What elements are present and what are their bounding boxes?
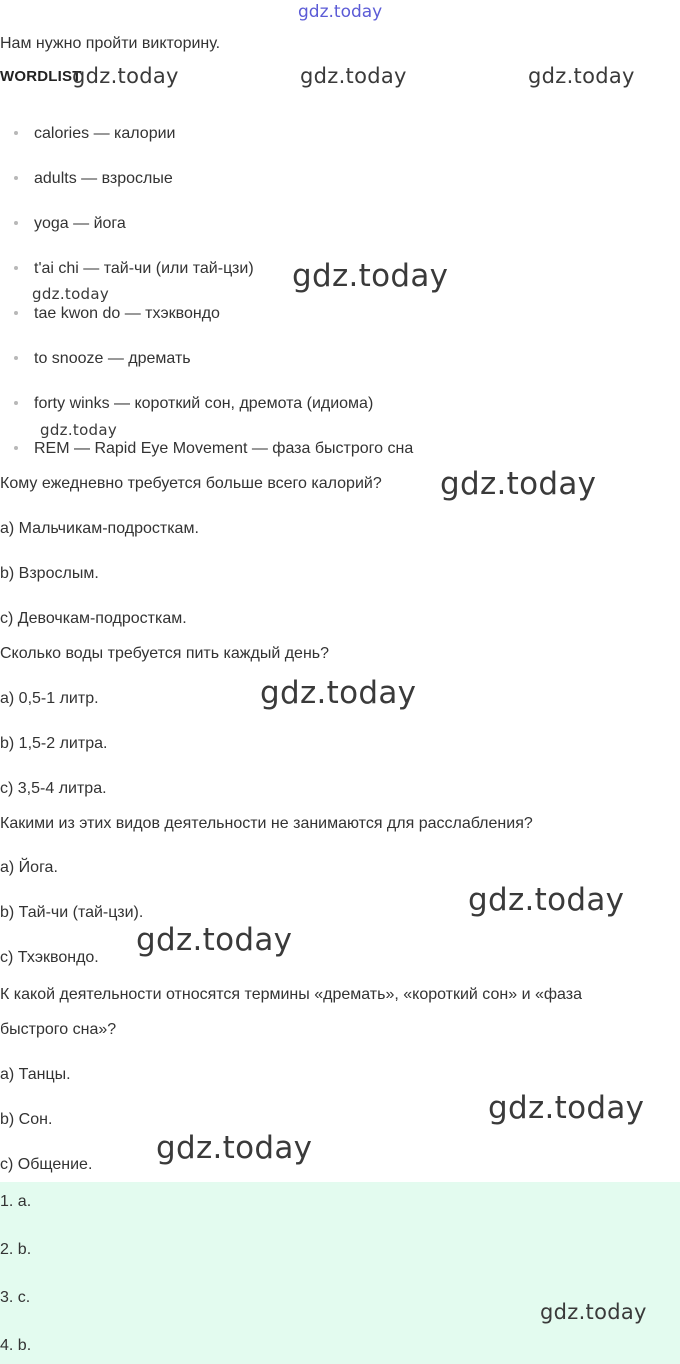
watermark: gdz.today	[468, 882, 625, 918]
list-item	[14, 439, 413, 459]
question-1: Кому ежедневно требуется больше всего калорий?	[0, 475, 382, 492]
list-item-text: t'ai chi — тай-чи (или тай-цзи)	[34, 260, 254, 277]
question-2-option-b: b) 1,5-2 литра.	[0, 735, 108, 752]
watermark: gdz.today	[528, 64, 635, 88]
list-item	[14, 259, 254, 279]
watermark: gdz.today	[300, 64, 407, 88]
bullet-icon	[14, 221, 18, 225]
list-item	[14, 304, 220, 324]
answers-block	[0, 1182, 680, 1364]
bullet-icon	[14, 176, 18, 180]
watermark: gdz.today	[40, 421, 118, 439]
answer-2: 2. b.	[0, 1241, 32, 1258]
bullet-icon	[14, 446, 18, 450]
list-item-text: yoga — йога	[34, 215, 126, 232]
wordlist-heading: WORDLIST	[0, 68, 82, 85]
question-4-option-a: a) Танцы.	[0, 1066, 71, 1083]
list-item	[14, 349, 191, 369]
list-item-text: adults — взрослые	[34, 170, 173, 187]
bullet-icon	[14, 311, 18, 315]
question-3: Какими из этих видов деятельности не занимаются для расслабления?	[0, 815, 533, 832]
question-1-option-c: c) Девочкам-подросткам.	[0, 610, 187, 627]
question-1-option-a: a) Мальчикам-подросткам.	[0, 520, 199, 537]
watermark: gdz.today	[440, 466, 597, 502]
list-item-text: forty winks — короткий сон, дремота (идиома)	[34, 395, 374, 412]
question-4-option-c: c) Общение.	[0, 1156, 93, 1173]
question-4-line-2: быстрого сна»?	[0, 1021, 117, 1038]
question-3-option-c: c) Тхэквондо.	[0, 949, 99, 966]
watermark: gdz.today	[292, 258, 449, 294]
question-2-option-c: c) 3,5-4 литра.	[0, 780, 107, 797]
watermark: gdz.today	[260, 675, 417, 711]
list-item-text: tae kwon do — тхэквондо	[34, 305, 220, 322]
watermark: gdz.today	[156, 1130, 313, 1166]
list-item	[14, 394, 373, 414]
intro-text: Нам нужно пройти викторину.	[0, 35, 221, 52]
bullet-icon	[14, 266, 18, 270]
answer-3: 3. c.	[0, 1289, 31, 1306]
answer-4: 4. b.	[0, 1337, 32, 1354]
bullet-icon	[14, 401, 18, 405]
question-3-option-a: a) Йога.	[0, 859, 58, 876]
top-watermark: gdz.today	[298, 2, 383, 22]
watermark: gdz.today	[32, 285, 110, 303]
question-1-option-b: b) Взрослым.	[0, 565, 99, 582]
list-item-text: REM — Rapid Eye Movement — фаза быстрого сна	[34, 440, 414, 457]
list-item-text: to snooze — дремать	[34, 350, 191, 367]
watermark: gdz.today	[540, 1300, 647, 1324]
list-item	[14, 124, 175, 144]
watermark: gdz.today	[72, 64, 179, 88]
watermark: gdz.today	[488, 1090, 645, 1126]
list-item	[14, 214, 126, 234]
list-item-text: calories — калории	[34, 125, 176, 142]
bullet-icon	[14, 356, 18, 360]
watermark: gdz.today	[136, 922, 293, 958]
question-4-line-1: К какой деятельности относятся термины «дремать», «короткий сон» и «фаза	[0, 986, 582, 1003]
answer-1: 1. a.	[0, 1193, 32, 1210]
question-4-option-b: b) Сон.	[0, 1111, 53, 1128]
question-2-option-a: a) 0,5-1 литр.	[0, 690, 99, 707]
bullet-icon	[14, 131, 18, 135]
question-3-option-b: b) Тай-чи (тай-цзи).	[0, 904, 144, 921]
list-item	[14, 169, 173, 189]
question-2: Сколько воды требуется пить каждый день?	[0, 645, 330, 662]
